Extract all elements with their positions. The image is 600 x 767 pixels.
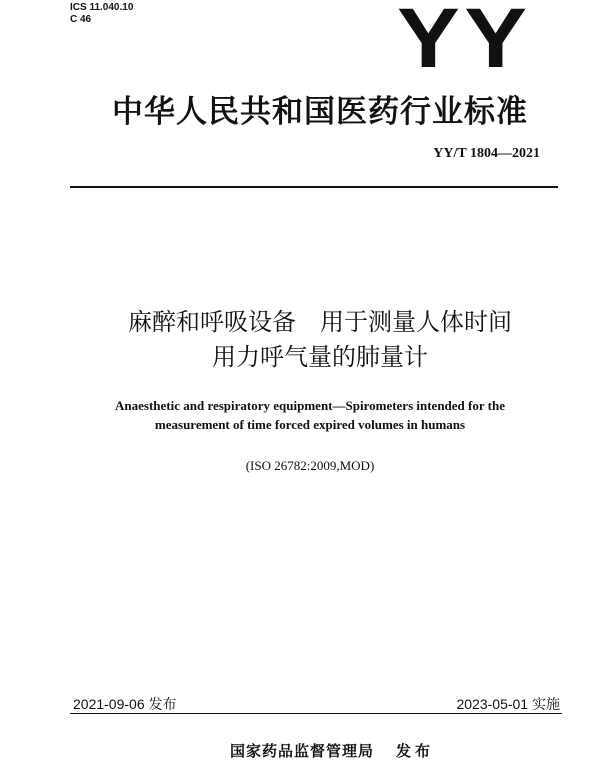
class-code: C 46	[70, 14, 92, 25]
english-title-line-2: measurement of time forced expired volumes in humans	[154, 417, 466, 432]
ics-code: ICS 11.040.10	[70, 2, 134, 13]
footer-divider	[70, 713, 562, 714]
publish-date: 2021-09-06 发布	[73, 696, 177, 712]
classification-codes	[70, 2, 133, 26]
chinese-title-line-1: 麻醉和呼吸设备 用于测量人体时间	[128, 308, 512, 336]
national-standard-title: 中华人民共和国医药行业标准	[112, 94, 528, 130]
issuing-authority: 国家药品监督管理局	[230, 742, 375, 760]
yy-logo: YY	[397, 0, 532, 85]
iso-reference: (ISO 26782:2009,MOD)	[245, 458, 375, 473]
english-title-line-1: Anaesthetic and respiratory equipment—Spirometers intended for the	[115, 398, 505, 413]
chinese-title-line-2: 用力呼气量的肺量计	[212, 343, 428, 371]
issue-label: 发布	[396, 742, 435, 760]
header-divider	[70, 186, 558, 188]
standard-number: YY/T 1804—2021	[433, 146, 540, 161]
implementation-date: 2023-05-01 实施	[456, 696, 560, 712]
